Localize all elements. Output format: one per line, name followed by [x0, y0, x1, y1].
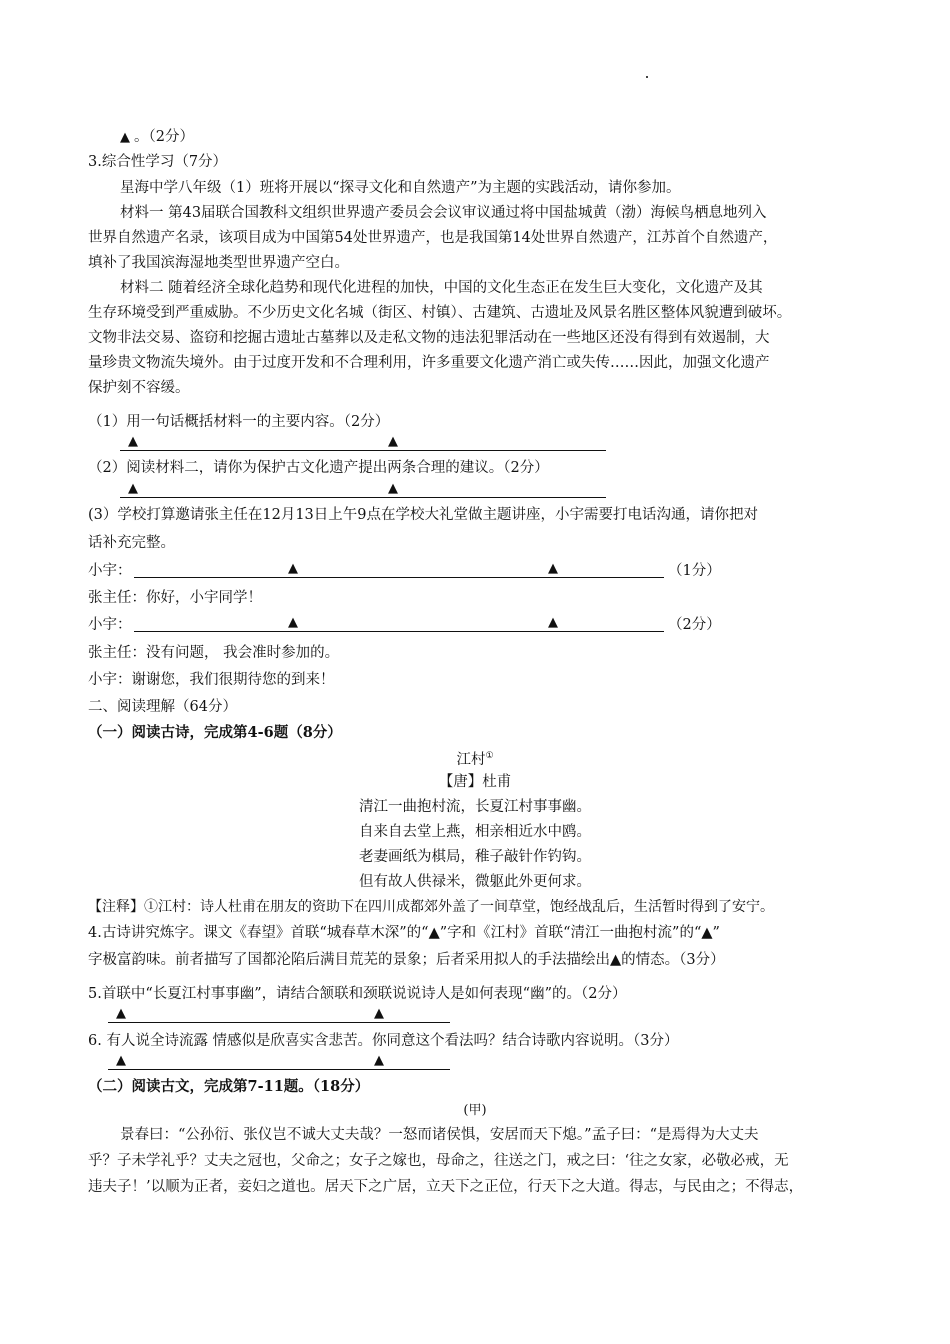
- answer-blank-mark: ▲: [548, 615, 558, 630]
- dialogue-speaker: 小宇：: [88, 563, 132, 579]
- passage-line: 景春曰：“公孙衍、张仪岂不诚大丈夫哉？一怒而诸侯惧，安居而天下熄。”孟子曰：“是焉得为大丈夫: [120, 1127, 759, 1143]
- part-title: 二、阅读理解（64分）: [88, 699, 237, 715]
- answer-blank-mark: ▲: [288, 561, 298, 576]
- material-two-line: 保护刻不容缓。: [88, 380, 190, 396]
- question-3: 话补充完整。: [88, 535, 175, 551]
- question-4: 4.古诗讲究炼字。课文《春望》首联“城春草木深”的“▲”字和《江村》首联“清江一曲抱村流”的“▲”: [88, 925, 720, 941]
- score-text: （2分）: [668, 617, 721, 633]
- poem-line: 自来自去堂上燕，相亲相近水中鸥。: [359, 824, 591, 840]
- activity-intro: 星海中学八年级（1）班将开展以“探寻文化和自然遗产”为主题的实践活动，请你参加。: [120, 180, 681, 196]
- header-dot: [646, 76, 648, 78]
- passage-label: (甲): [463, 1103, 487, 1118]
- poem-title: 江村①: [456, 751, 494, 768]
- answer-blank-mark: ▲: [120, 130, 130, 145]
- poem-line: 清江一曲抱村流，长夏江村事事幽。: [359, 799, 591, 815]
- question-4: 字极富韵味。前者描写了国都沦陷后满目荒芜的景象；后者采用拟人的手法描绘出▲的情态。（3分）: [88, 952, 725, 968]
- material-two-line: 材料二 随着经济全球化趋势和现代化进程的加快，中国的文化生态正在发生巨大变化，文化遗产及其: [120, 280, 763, 296]
- answer-blank-mark: ▲: [388, 481, 398, 496]
- dialogue-line: 小宇：谢谢您，我们很期待您的到来！: [88, 672, 335, 688]
- answer-blank-mark: ▲: [610, 952, 622, 968]
- answer-blank-mark: ▲: [701, 925, 713, 941]
- answer-line[interactable]: [134, 577, 664, 578]
- material-one-line: 填补了我国滨海湿地类型世界遗产空白。: [88, 255, 349, 271]
- answer-line[interactable]: [108, 1069, 450, 1070]
- answer-line[interactable]: [120, 450, 606, 451]
- question-2: （2）阅读材料二，请你为保护古文化遗产提出两条合理的建议。（2分）: [88, 460, 549, 476]
- answer-blank-mark: ▲: [288, 615, 298, 630]
- score-text: 。（2分）: [134, 129, 194, 145]
- answer-blank-mark: ▲: [548, 561, 558, 576]
- answer-line[interactable]: [120, 497, 606, 498]
- question-1: （1）用一句话概括材料一的主要内容。（2分）: [88, 414, 390, 430]
- question-3: (3）学校打算邀请张主任在12月13日上午9点在学校大礼堂做主题讲座，小宇需要打电话沟通，请你把对: [88, 507, 759, 523]
- poem-line: 老妻画纸为棋局，稚子敲针作钓钩。: [359, 849, 591, 865]
- question-6: 6. 有人说全诗流露 情感似是欣喜实含悲苦。你同意这个看法吗？结合诗歌内容说明。（3分）: [88, 1033, 679, 1049]
- dialogue-line: 张主任：你好，小宇同学！: [88, 590, 262, 606]
- answer-line[interactable]: [134, 631, 664, 632]
- answer-blank-mark: ▲: [116, 1006, 126, 1021]
- passage-line: 违夫子！’以顺为正者，妾妇之道也。居天下之广居，立天下之正位，行天下之大道。得志，与民由之；不得志，: [88, 1179, 804, 1195]
- passage-line: 乎？子未学礼乎？丈夫之冠也，父命之；女子之嫁也，母命之，往送之门，戒之曰：‘往之女家，必敬必戒，无: [88, 1153, 789, 1169]
- dialogue-line: 张主任：没有问题， 我会准时参加的。: [88, 645, 340, 661]
- dialogue-speaker: 小宇：: [88, 617, 132, 633]
- question-5: 5.首联中“长夏江村事事幽”，请结合颔联和颈联说说诗人是如何表现“幽”的。（2分）: [88, 986, 627, 1002]
- material-two-line: 量珍贵文物流失境外。由于过度开发和不合理利用，许多重要文化遗产消亡或失传……因此，加强文化遗产: [88, 355, 770, 371]
- section-title: 3.综合性学习（7分）: [88, 154, 228, 170]
- answer-blank-mark: ▲: [428, 925, 440, 941]
- answer-blank-mark: ▲: [128, 481, 138, 496]
- annotation: 【注释】①江村：诗人杜甫在朋友的资助下在四川成都郊外盖了一间草堂，饱经战乱后，生活暂时得到了安宁。: [88, 899, 774, 915]
- answer-blank-mark: ▲: [116, 1053, 126, 1068]
- poem-line: 但有故人供禄米，微躯此外更何求。: [359, 874, 591, 890]
- answer-blank-mark: ▲: [374, 1006, 384, 1021]
- answer-blank-mark: ▲: [388, 434, 398, 449]
- material-one-line: 材料一 第43届联合国教科文组织世界遗产委员会会议审议通过将中国盐城黄（渤）海候鸟栖息地列入: [120, 205, 767, 221]
- material-one-line: 世界自然遗产名录，该项目成为中国第54处世界遗产，也是我国第14处世界自然遗产，江苏首个自然遗产，: [88, 230, 778, 246]
- answer-blank-mark: ▲: [128, 434, 138, 449]
- poem-author: 【唐】杜甫: [438, 774, 512, 790]
- subsection-title: （一）阅读古诗，完成第4-6题（8分）: [88, 724, 342, 741]
- score-text: （1分）: [668, 563, 721, 579]
- subsection-title: （二）阅读古文，完成第7-11题。（18分）: [88, 1078, 370, 1095]
- material-two-line: 生存环境受到严重威胁。不少历史文化名城（街区、村镇）、古建筑、古遗址及风景名胜区整体风貌遭到破坏。: [88, 305, 792, 321]
- answer-line[interactable]: [108, 1022, 450, 1023]
- answer-blank-mark: ▲: [374, 1053, 384, 1068]
- material-two-line: 文物非法交易、盗窃和挖掘古遗址古墓葬以及走私文物的违法犯罪活动在一些地区还没有得到有效遏制，大: [88, 330, 770, 346]
